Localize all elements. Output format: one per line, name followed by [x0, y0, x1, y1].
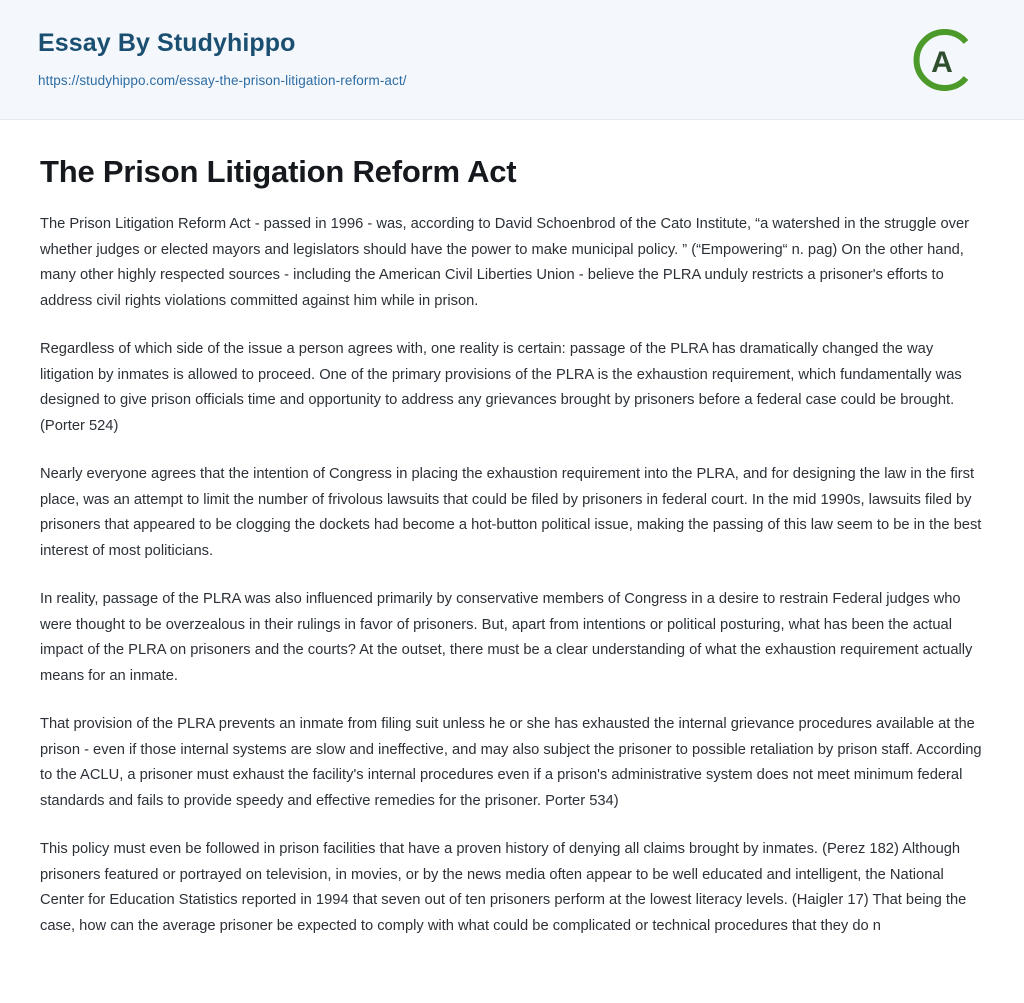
essay-content: [0, 120, 1024, 939]
source-url-link[interactable]: https://studyhippo.com/essay-the-prison-litigation-reform-act/: [38, 73, 407, 88]
paragraph: In reality, passage of the PLRA was also influenced primarily by conservative members of Congress in a desire to restrain Federal judges who were thought to be overzealous in their rulings in favor of prisoners. But, apart from intentions or political posturing, what has been the actual impact of the PLRA on prisoners and the courts? At the outset, there must be a clear understanding of what the exhaustion requirement actually means for an inmate.: [40, 591, 973, 684]
paragraph: The Prison Litigation Reform Act - passed in 1996 - was, according to David Schoenbrod of the Cato Institute, “a watershed in the struggle over whether judges or elected mayors and legislators should have the power to make municipal policy. ” (“Empowering“ n. pag) On the other hand, many other highly respected sources - including the American Civil Liberties Union - believe the PLRA unduly restricts a prisoner's efforts to address civil rights violations committed against him while in prison.: [40, 216, 970, 309]
svg-text:A: A: [931, 46, 953, 79]
circular-a-logo-icon: [904, 22, 980, 98]
site-title: Essay By Studyhippo: [38, 29, 296, 57]
paragraph: Nearly everyone agrees that the intention of Congress in placing the exhaustion requirement into the PLRA, and for designing the law in the first place, was an attempt to limit the number of frivolous lawsuits that could be filed by prisoners in federal court. In the mid 1990s, lawsuits filed by prisoners that appeared to be clogging the dockets had become a hot-button political issue, making the passing of this law seem to be in the best interest of most politicians.: [40, 466, 982, 559]
paragraph: This policy must even be followed in prison facilities that have a proven history of denying all claims brought by inmates. (Perez 182) Although prisoners featured or portrayed on television, in movies, or by the news media often appear to be well educated and intelligent, the National Center for Education Statistics reported in 1994 that seven out of ten prisoners perform at the lowest literacy levels. (Haigler 17) That being the case, how can the average prisoner be expected to comply with what could be complicated or technical procedures that they do n: [40, 841, 967, 934]
site-header: [0, 0, 1024, 120]
page-title: The Prison Litigation Reform Act: [40, 154, 517, 189]
paragraph: Regardless of which side of the issue a person agrees with, one reality is certain: passage of the PLRA has dramatically changed the way litigation by inmates is allowed to proceed. One of the primary provisions of the PLRA is the exhaustion requirement, which fundamentally was designed to give prison officials time and opportunity to address any grievances brought by prisoners before a federal case could be brought. (Porter 524): [40, 341, 962, 434]
paragraph: That provision of the PLRA prevents an inmate from filing suit unless he or she has exhausted the internal grievance procedures available at the prison - even if those internal systems are slow and ineffective, and may also subject the prisoner to possible retaliation by prison staff. According to the ACLU, a prisoner must exhaust the facility's internal procedures even if a prison's administrative system does not meet minimum federal standards and fails to provide speedy and effective remedies for the prisoner. Porter 534): [40, 716, 982, 809]
